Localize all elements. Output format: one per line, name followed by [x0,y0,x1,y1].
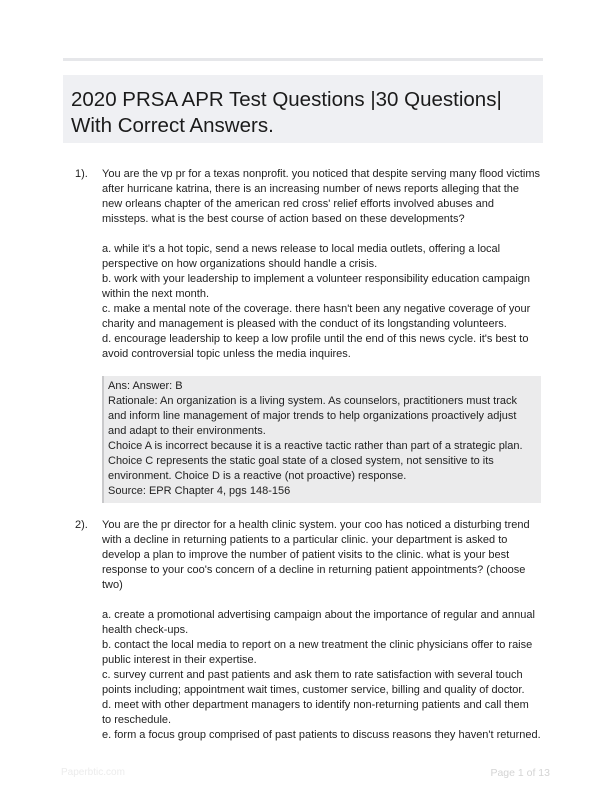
option-b: b. work with your leadership to implement a volunteer responsibility education campaign within the next month. [102,273,531,300]
question-2 [75,518,541,743]
option-c: c. make a mental note of the coverage. there hasn't been any negative coverage of your charity and management is pleased with the conduct of its longstanding volunteers. [102,303,531,330]
footer-site: Paperbtic.com [61,767,125,778]
choices-explanation: Choice A is incorrect because it is a reactive tactic rather than part of a strategic plan. Choice C represents the static goal state of a closed system, not sensitive to its environment. Choice D is a reactive (not proactive) response. [108,440,523,482]
option-e: e. form a focus group comprised of past patients to discuss reasons they haven't returned. [102,729,541,741]
option-d: d. meet with other department managers to identify non-returning patients and call them to reschedule. [102,699,529,726]
options-list [102,242,541,362]
options-list [102,608,541,743]
rationale-line: Rationale: An organization is a living system. As counselors, practitioners must track and inform line management of major trends to help organizations proactively adjust and adapt to their environments. [108,395,518,437]
question-number: 1). [75,168,88,180]
option-c: c. survey current and past patients and ask them to rate satisfaction with several touch points including; appointment wait times, customer service, billing and quality of doctor. [102,669,525,696]
answer-box [102,376,541,503]
title-banner [63,75,543,143]
page-title: 2020 PRSA APR Test Questions |30 Questions| With Correct Answers. [71,88,502,137]
option-b: b. contact the local media to report on a new treatment the clinic physicians offer to raise public interest in their expertise. [102,639,533,666]
answer-line: Ans: Answer: B [108,380,183,392]
source-line: Source: EPR Chapter 4, pgs 148-156 [108,485,291,497]
question-1 [75,167,541,503]
option-a: a. while it's a hot topic, send a news release to local media outlets, offering a local perspective on how organizations should handle a crisis. [102,243,501,270]
question-text: You are the vp pr for a texas nonprofit. you noticed that despite serving many flood victims after hurricane katrina, there is an increasing number of news reports alleging that the new orleans chapter of the american red cross' relief efforts involved abuses and missteps. what is the best course of action based on these developments? [102,168,541,225]
option-a: a. create a promotional advertising campaign about the importance of regular and annual health check-ups. [102,609,535,636]
option-d: d. encourage leadership to keep a low profile until the end of this news cycle. it's best to avoid controversial topic unless the media inquires. [102,333,529,360]
page-number: Page 1 of 13 [490,767,550,779]
question-text: You are the pr director for a health clinic system. your coo has noticed a disturbing trend with a decline in returning patients to a particular clinic. your department is asked to develop a plan to improve the number of patient visits to the clinic. what is your best response to your coo's concern of a decline in returning patient appointments? (choose two) [102,519,530,591]
top-divider [63,58,543,61]
question-number: 2). [75,519,88,531]
